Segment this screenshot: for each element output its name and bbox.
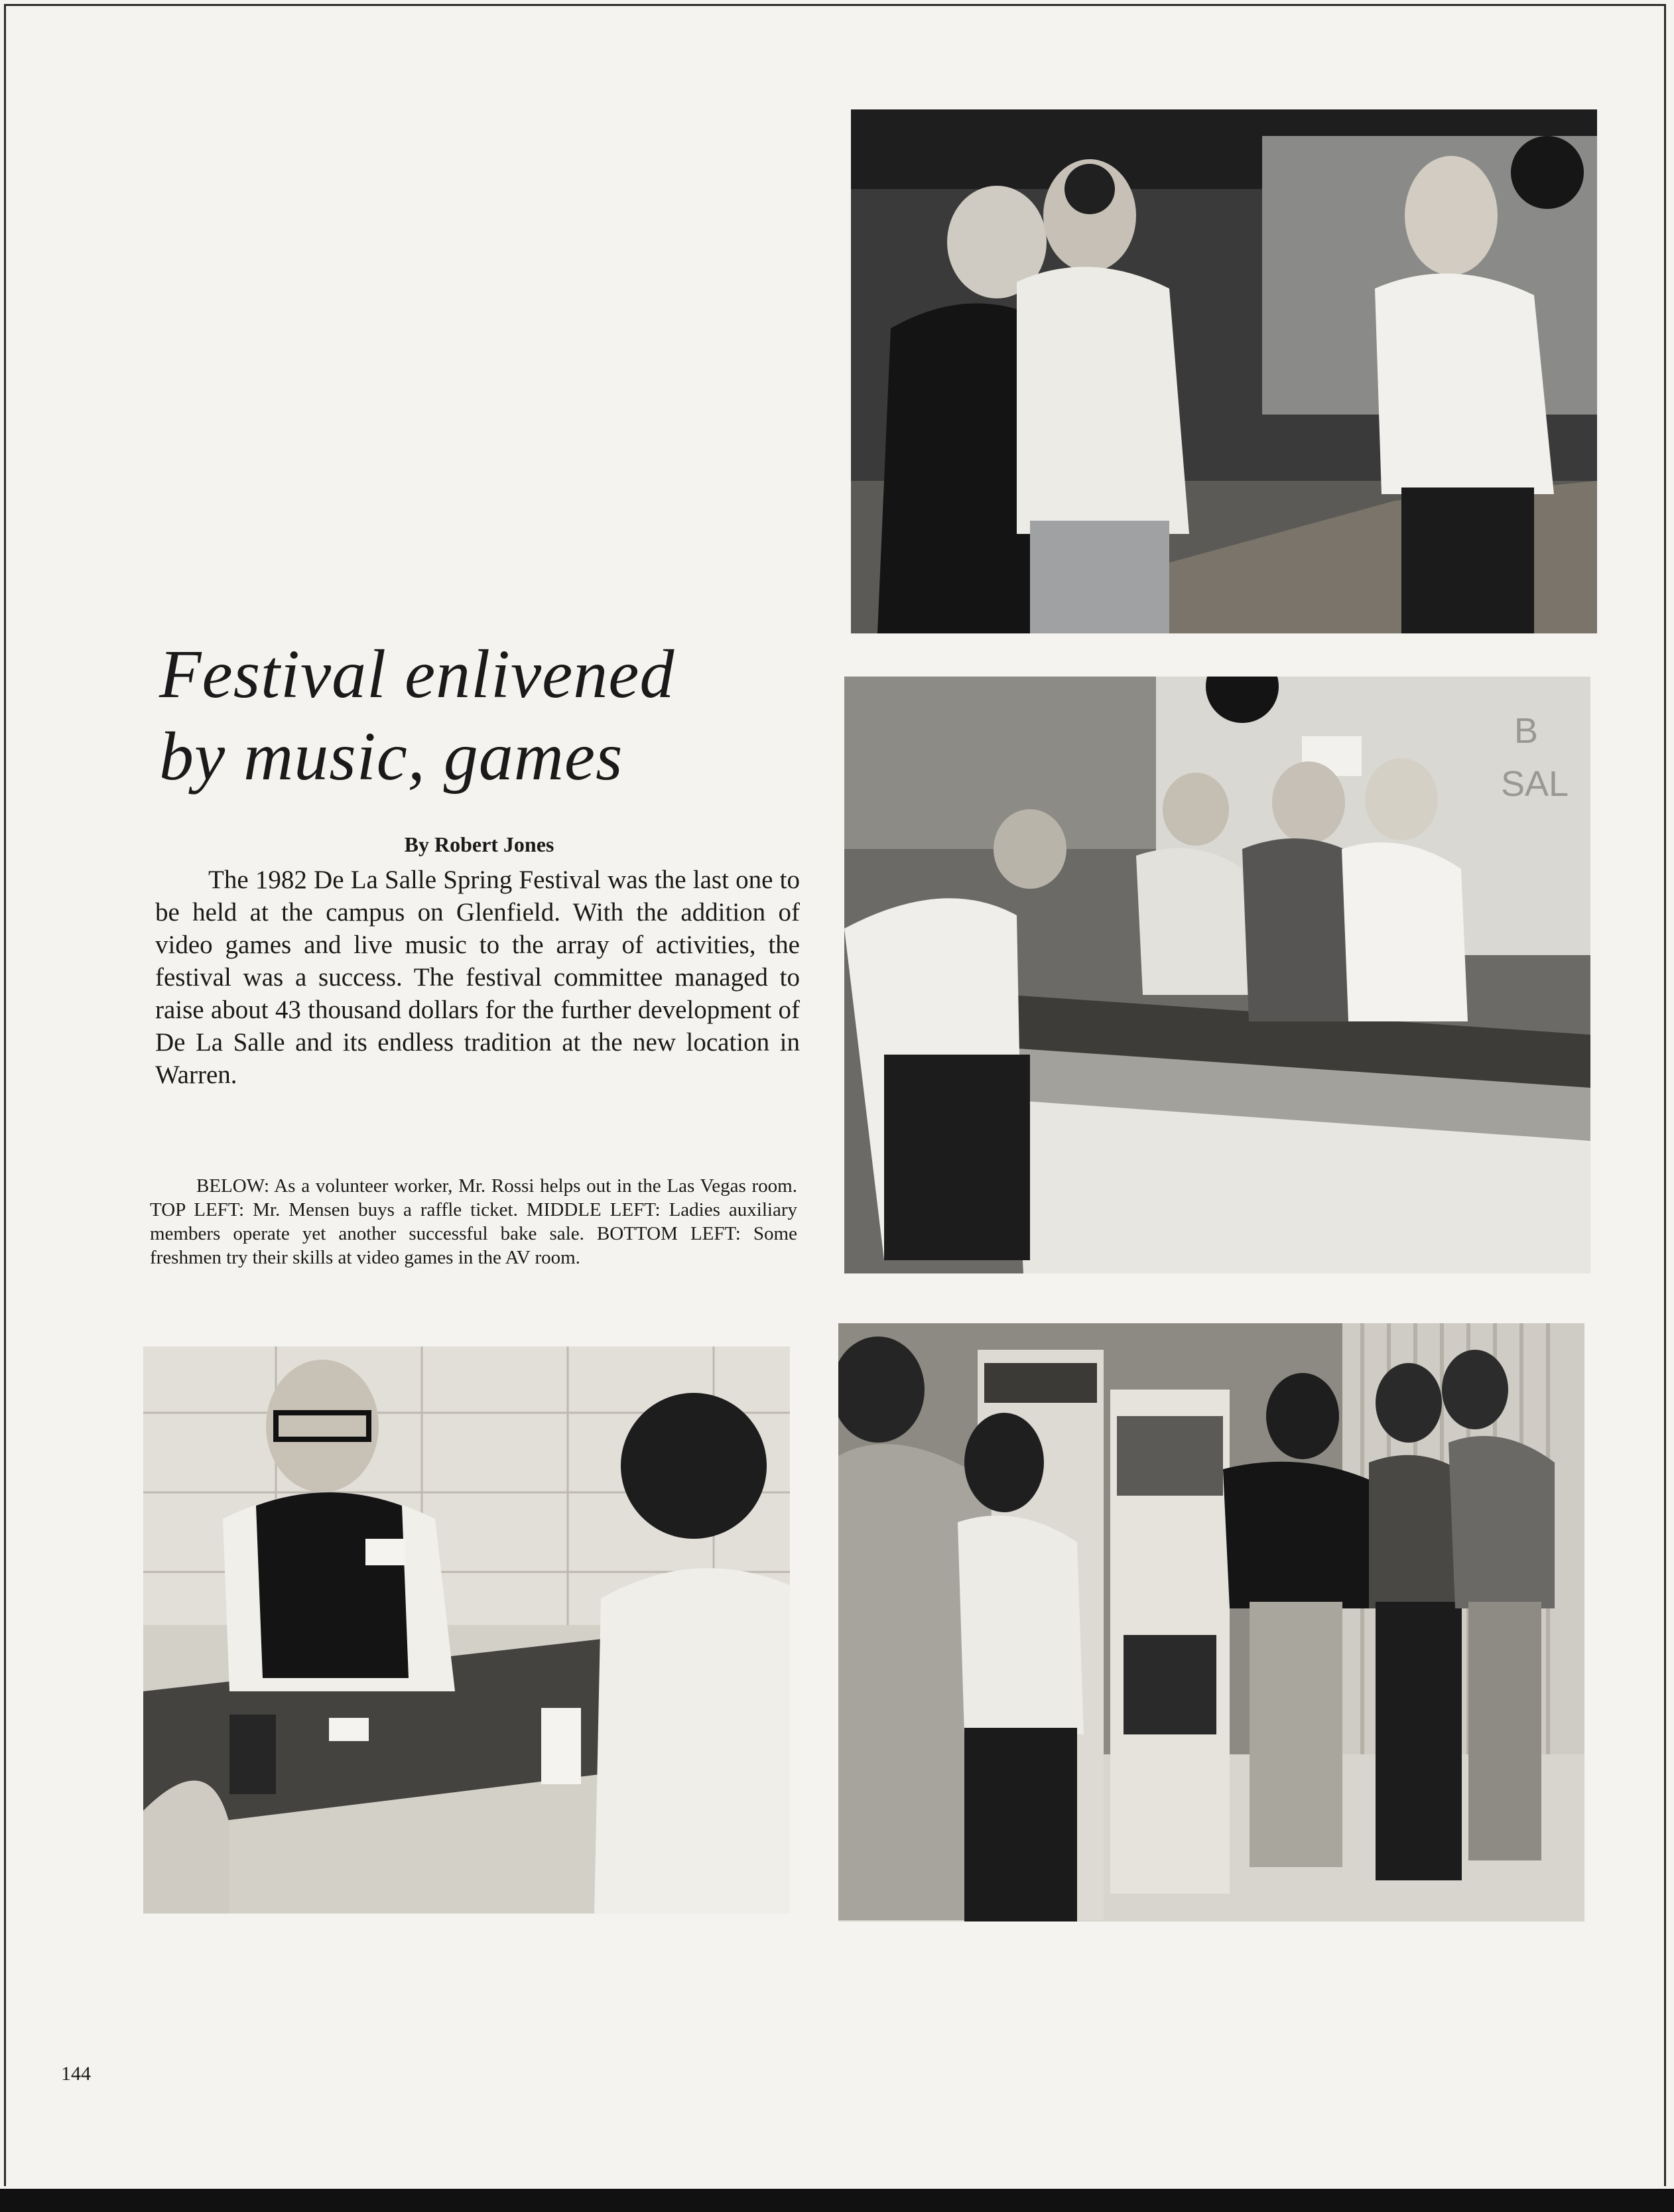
photo-bake-sale — [844, 677, 1590, 1273]
page-bottom-edge — [0, 2189, 1674, 2212]
photo-las-vegas-room — [143, 1346, 790, 1914]
photo-raffle-ticket — [851, 109, 1597, 633]
article-byline: By Robert Jones — [404, 832, 554, 856]
article-body: The 1982 De La Salle Spring Festival was the last one to be held at the campus on Glenfield. With the addition of video games and live music to the array of activities, the festival was a success. The festival committee managed to raise about 43 thousand dollars for the further development of De La Salle and its endless tradition at the new location in Warren. — [155, 866, 800, 1089]
headline-line-1: Festival enlivened — [159, 636, 675, 712]
page-number: 144 — [61, 2063, 91, 2085]
headline-line-2: by music, games — [159, 718, 623, 795]
bake-sale-sign: B SAL — [1501, 711, 1569, 804]
photo-captions: BELOW: As a volunteer worker, Mr. Rossi helps out in the Las Vegas room. TOP LEFT: Mr. Mensen buys a raffle ticket. MIDDLE LEFT: Ladies auxiliary members operate yet another successful bake sale. BOTTOM LEFT: Some freshmen try their skills at video games in the AV room. — [150, 1175, 797, 1268]
article-headline — [159, 633, 756, 798]
photo-video-games — [838, 1323, 1584, 1921]
